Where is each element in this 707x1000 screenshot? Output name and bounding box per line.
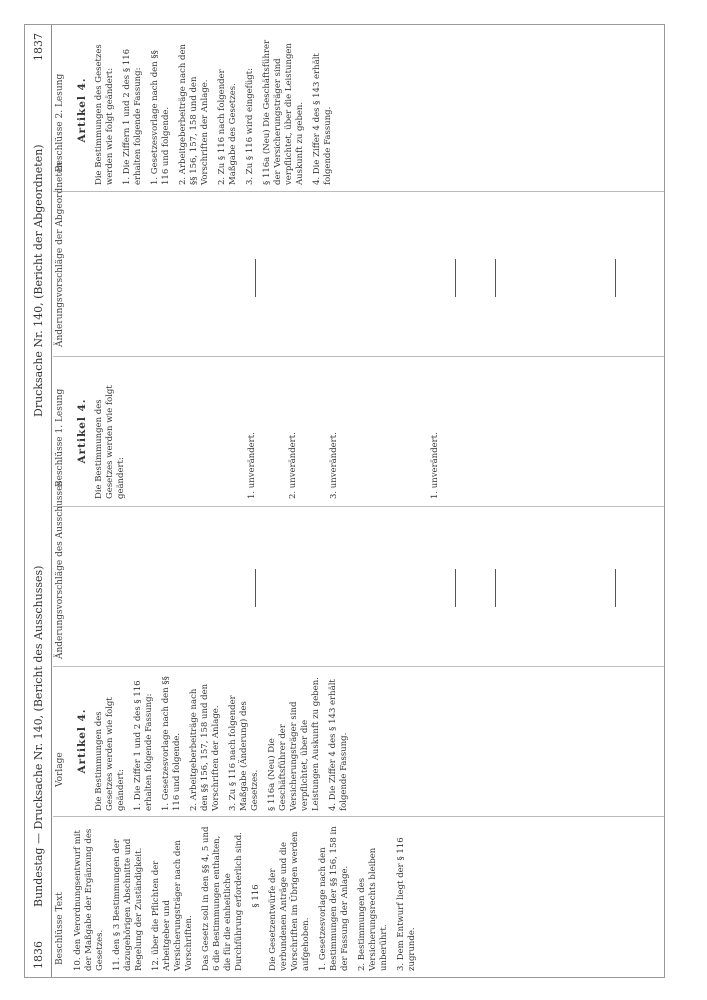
column-6-paragraph: 1. Gesetzesvorlage nach den §§ 116 und folgende. bbox=[150, 50, 171, 185]
column-2-paragraph: 2. Arbeitgeberbeiträge nach den §§ 156, 157, 158 und den Vorschriften der Anlage. bbox=[189, 683, 221, 811]
column-1-section-mark: § 116 bbox=[251, 884, 261, 908]
column-4-paragraph: 2. unverändert. bbox=[288, 432, 298, 499]
column-3-heading: Änderungsvorschläge des Ausschusses bbox=[55, 480, 65, 659]
column-2-paragraph: 1. Die Ziffer 1 und 2 des § 116 erhalten folgende Fassung: bbox=[133, 680, 154, 811]
header-title-left: Bundestag — Drucksache Nr. 140, (Bericht des Ausschusses) bbox=[32, 565, 45, 907]
column-1-paragraph: 1. Gesetzesvorlage nach den Bestimmungen der §§ 156, 158 in der Fassung der Anlage. bbox=[318, 826, 350, 971]
column-6-article-heading: Artikel 4. bbox=[76, 77, 88, 143]
rotated-document-page bbox=[10, 10, 675, 990]
column-4-paragraph: 1. unverändert. bbox=[430, 432, 440, 499]
column-1-paragraph: 12. über die Pflichten der Arbeitgeber und Versicherungsträger nach den Vorschriften. bbox=[151, 840, 194, 971]
column-6-heading: Beschlüsse 2. Lesung bbox=[55, 73, 65, 172]
page-frame bbox=[24, 24, 665, 978]
column-divider bbox=[53, 356, 664, 357]
column-1-heading: Beschlüsse Text bbox=[55, 892, 65, 965]
blank-dash bbox=[455, 259, 456, 297]
page-number-left: 1836 bbox=[32, 941, 45, 969]
blank-dash bbox=[495, 259, 496, 297]
column-4-paragraph: 3. unverändert. bbox=[329, 432, 339, 499]
column-2-paragraph: Die Bestimmungen des Gesetzes werden wie folgt geändert: bbox=[94, 697, 126, 811]
column-6-paragraph: 2. Zu § 116 nach folgender Maßgabe des Gesetzes. bbox=[217, 69, 238, 185]
column-2-article-heading: Artikel 4. bbox=[76, 708, 88, 774]
column-1-paragraph: 2. Bestimmungen des Versicherungsrechts bleiben unberührt. bbox=[357, 847, 389, 971]
page-number-right: 1837 bbox=[32, 33, 45, 61]
page-header bbox=[25, 25, 52, 977]
column-4-article-heading: Artikel 4. bbox=[76, 398, 88, 464]
column-2-paragraph: § 116a (Neu) Die Geschäftsführer der Versicherungsträger sind verpflichtet, über die Leistungen Auskunft zu geben. bbox=[267, 677, 321, 811]
column-4-paragraph: Die Bestimmungen des Gesetzes werden wie folgt geändert: bbox=[94, 385, 126, 499]
header-title-middle: Drucksache Nr. 140, (Bericht der Abgeordneten) bbox=[32, 144, 45, 417]
column-4-body bbox=[73, 363, 658, 499]
column-2-paragraph: 1. Gesetzesvorlage nach den §§ 116 und folgende. bbox=[161, 676, 182, 811]
column-1-paragraph: Die Gesetzentwürfe der verbundenen Anträge und die Vorschriften im Übrigen werden aufgehoben. bbox=[268, 831, 311, 971]
blank-dash bbox=[255, 259, 256, 297]
column-5-heading: Änderungsvorschläge der Abgeordneten bbox=[55, 161, 65, 347]
column-1-paragraph: 11. den § 3 Bestimmungen der dazugehörigen Abschnitte und Regelung der Zuständigkeit. bbox=[112, 838, 144, 971]
column-2-paragraph: 3. Zu § 116 nach folgender Maßgabe (Änderung) des Gesetzes. bbox=[228, 695, 260, 811]
column-6-paragraph: § 116a (Neu) Die Geschäftsführer der Versicherungsträger sind verpflichtet, über die Leistungen Auskunft zu geben. bbox=[262, 39, 305, 185]
column-divider bbox=[53, 506, 664, 507]
column-2-body bbox=[73, 671, 658, 811]
column-2-heading: Vorlage bbox=[55, 752, 65, 787]
digitization-banner bbox=[673, 0, 707, 1000]
blank-dash bbox=[495, 569, 496, 607]
column-divider bbox=[53, 816, 664, 817]
column-6-paragraph: 1. Die Ziffern 1 und 2 des § 116 erhalten folgende Fassung: bbox=[122, 48, 143, 185]
blank-dash bbox=[255, 569, 256, 607]
column-6-paragraph: 2. Arbeitgeberbeiträge nach den §§ 156, 157, 158 und den Vorschriften der Anlage. bbox=[178, 44, 210, 185]
column-4-heading: Beschlüsse 1. Lesung bbox=[55, 388, 65, 487]
column-6-body bbox=[73, 35, 658, 185]
column-6-paragraph: 4. Die Ziffer 4 des § 143 erhält folgende Fassung. bbox=[312, 53, 333, 185]
column-divider bbox=[53, 666, 664, 667]
column-4-paragraph: 1. unverändert. bbox=[247, 432, 257, 499]
blank-dash bbox=[455, 569, 456, 607]
blank-dash bbox=[615, 259, 616, 297]
blank-dash bbox=[615, 569, 616, 607]
column-1-paragraph: 3. Dem Entwurf liegt der § 116 zugrunde. bbox=[396, 837, 417, 971]
column-1-paragraph: Das Gesetz soll in den §§ 4, 5 und 6 die Bestimmungen enthalten, die für die einheitliche Durchführung erforderlich sind. bbox=[201, 826, 244, 971]
column-1-body bbox=[73, 821, 658, 971]
column-6-paragraph: 3. Zu § 116 wird eingefügt: bbox=[245, 67, 255, 185]
column-1-paragraph: 10. den Verordnungsentwurf mit der Maßgabe der Ergänzung des Gesetzes. bbox=[73, 828, 105, 971]
column-2-paragraph: 4. Die Ziffer 4 des § 143 erhält folgende Fassung. bbox=[328, 679, 349, 811]
column-6-paragraph: Die Bestimmungen des Gesetzes werden wie folgt geändert: bbox=[94, 44, 115, 185]
column-divider bbox=[53, 191, 664, 192]
